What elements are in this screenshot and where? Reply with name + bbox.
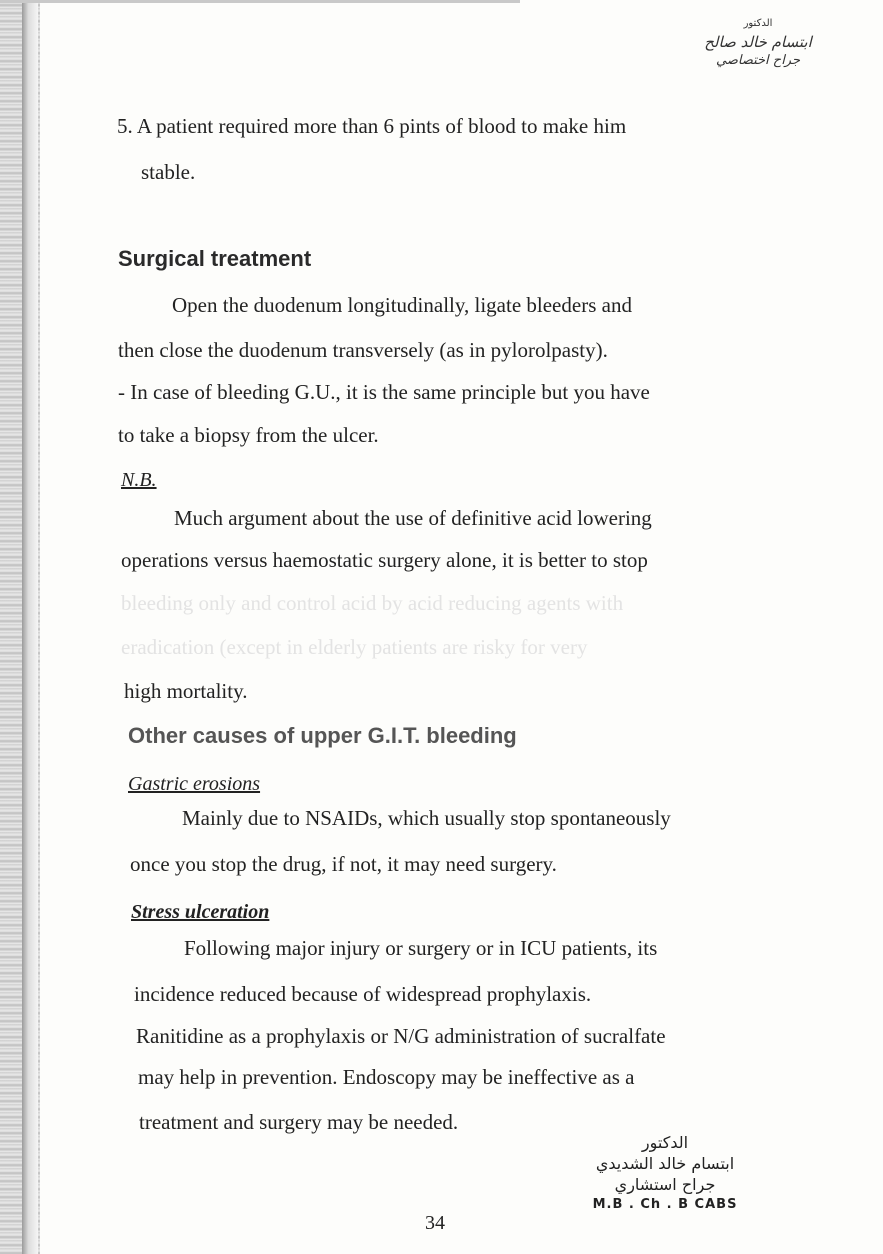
doctor-stamp-top [693, 18, 823, 68]
surgical-p2-line2: to take a biopsy from the ulcer. [118, 423, 379, 447]
surgical-p1-line1: Open the duodenum longitudinally, ligate bleeders and [172, 293, 632, 317]
doctor-stamp-bottom [560, 1132, 770, 1212]
stress-ulceration-label: Stress ulceration [131, 901, 270, 923]
item5-line2: stable. [141, 160, 196, 184]
stress-line1: Following major injury or surgery or in ICU patients, its [184, 936, 658, 960]
nb-line2: operations versus haemostatic surgery alone, it is better to stop [121, 548, 648, 572]
stamp-bottom-role: جراح استشاري [614, 1175, 716, 1194]
gastric-line1: Mainly due to NSAIDs, which usually stop spontaneously [182, 806, 671, 830]
heading-other-causes: Other causes of upper G.I.T. bleeding [128, 723, 517, 748]
surgical-p1-line2: then close the duodenum transversely (as in pylorolpasty). [118, 338, 608, 362]
stress-line5: treatment and surgery may be needed. [139, 1110, 459, 1134]
gastric-line2: once you stop the drug, if not, it may need surgery. [130, 852, 557, 876]
nb-line4-faded: eradication (except in elderly patients are risky for very [121, 635, 588, 659]
surgical-p2-line1: - In case of bleeding G.U., it is the same principle but you have [118, 380, 650, 404]
stamp-bottom-degrees: M.B . Ch . B CABS [592, 1197, 738, 1212]
heading-surgical-treatment: Surgical treatment [118, 246, 312, 271]
nb-line3-faded: bleeding only and control acid by acid reducing agents with [121, 591, 624, 615]
page-number: 34 [425, 1212, 445, 1234]
gastric-erosions-label: Gastric erosions [128, 773, 261, 795]
stamp-bottom-title: الدكتور [641, 1133, 689, 1152]
nb-label: N.B. [121, 469, 157, 491]
scan-top-rule [0, 0, 520, 3]
stamp-top-name: ابتسام خالد صالح [704, 33, 812, 51]
stress-line4: may help in prevention. Endoscopy may be ineffective as a [138, 1065, 635, 1089]
stress-line2: incidence reduced because of widespread prophylaxis. [134, 982, 592, 1006]
scan-edge [0, 0, 40, 1254]
nb-line1: Much argument about the use of definitive acid lowering [174, 506, 652, 530]
item5-line1: 5. A patient required more than 6 pints of blood to make him [117, 114, 627, 138]
stamp-top-title: الدكتور [743, 18, 773, 29]
stamp-top-role: جراح اختصاصي [715, 53, 801, 68]
nb-line5: high mortality. [124, 679, 248, 703]
stamp-bottom-name: ابتسام خالد الشديدي [595, 1154, 735, 1173]
stress-line3: Ranitidine as a prophylaxis or N/G administration of sucralfate [136, 1024, 666, 1048]
